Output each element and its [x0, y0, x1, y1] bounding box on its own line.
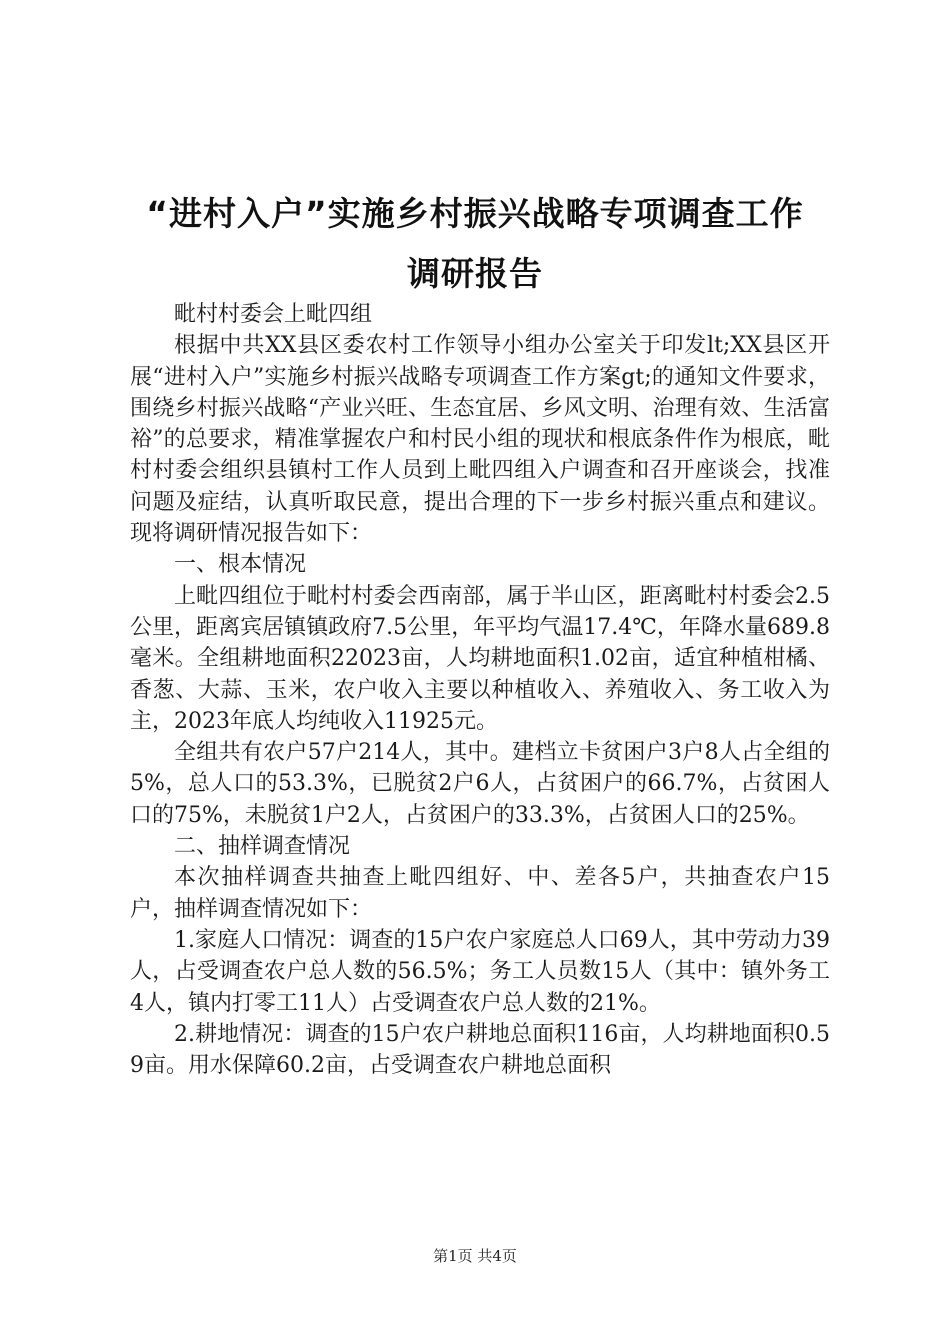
paragraph-unit: 毗村村委会上毗四组 — [174, 302, 373, 327]
report-title-line-2: 调研报告 — [407, 254, 543, 293]
report-title-line-1: “进村入户”实施乡村振兴战略专项调查工作 — [146, 194, 804, 233]
section-heading-sampling: 二、抽样调查情况 — [174, 834, 351, 860]
paragraph-farmland: 2.耕地情况：调查的15户农户耕地总面积116亩，人均耕地面积0.59亩。用水保障60.2亩，占受调查农户耕地总面积 — [130, 1021, 830, 1079]
paragraph-basic-location: 上毗四组位于毗村村委会西南部，属于半山区，距离毗村村委会2.5公里，距离宾居镇镇政府7.5公里，年平均气温17.4℃，年降水量689.8毫米。全组耕地面积22023亩，人均耕地面积1.02亩，适宜种植柑橘、香葱、大蒜、玉米，农户收入主要以种植收入、养殖收入、务工收入为主，2023年底人均纯收入11925元。 — [130, 583, 830, 734]
paragraph-household-population: 1.家庭人口情况：调查的15户农户家庭总人口69人，其中劳动力39人，占受调查农户总人数的56.5%；务工人员数15人（其中：镇外务工4人，镇内打零工11人）占受调查农户总人数的21%。 — [130, 927, 830, 1016]
report-body — [130, 299, 830, 1081]
section-heading-basic: 一、根本情况 — [174, 552, 307, 578]
paragraph-sampling-intro: 本次抽样调查共抽查上毗四组好、中、差各5户，共抽查农户15户，抽样调查情况如下： — [130, 865, 830, 922]
page-number: 第1页 共4页 — [433, 1247, 517, 1265]
paragraph-intro: 根据中共XX县区委农村工作领导小组办公室关于印发lt;XX县区开展“进村入户”实施乡村振兴战略专项调查工作方案gt;的通知文件要求，围绕乡村振兴战略“产业兴旺、生态宜居、乡风文明、治理有效、生活富裕”的总要求，精准掌握农户和村民小组的现状和根底条件作为根底，毗村村委会组织县镇村工作人员到上毗四组入户调查和召开座谈会，找准问题及症结，认真听取民意，提出合理的下一步乡村振兴重点和建议。现将调研情况报告如下： — [130, 333, 830, 547]
paragraph-basic-population: 全组共有农户57户214人，其中。建档立卡贫困户3户8人占全组的5%，总人口的53.3%，已脱贫2户6人，占贫困户的66.7%，占贫困人口的75%，未脱贫1户2人，占贫困户的33.3%，占贫困人口的25%。 — [130, 740, 830, 828]
